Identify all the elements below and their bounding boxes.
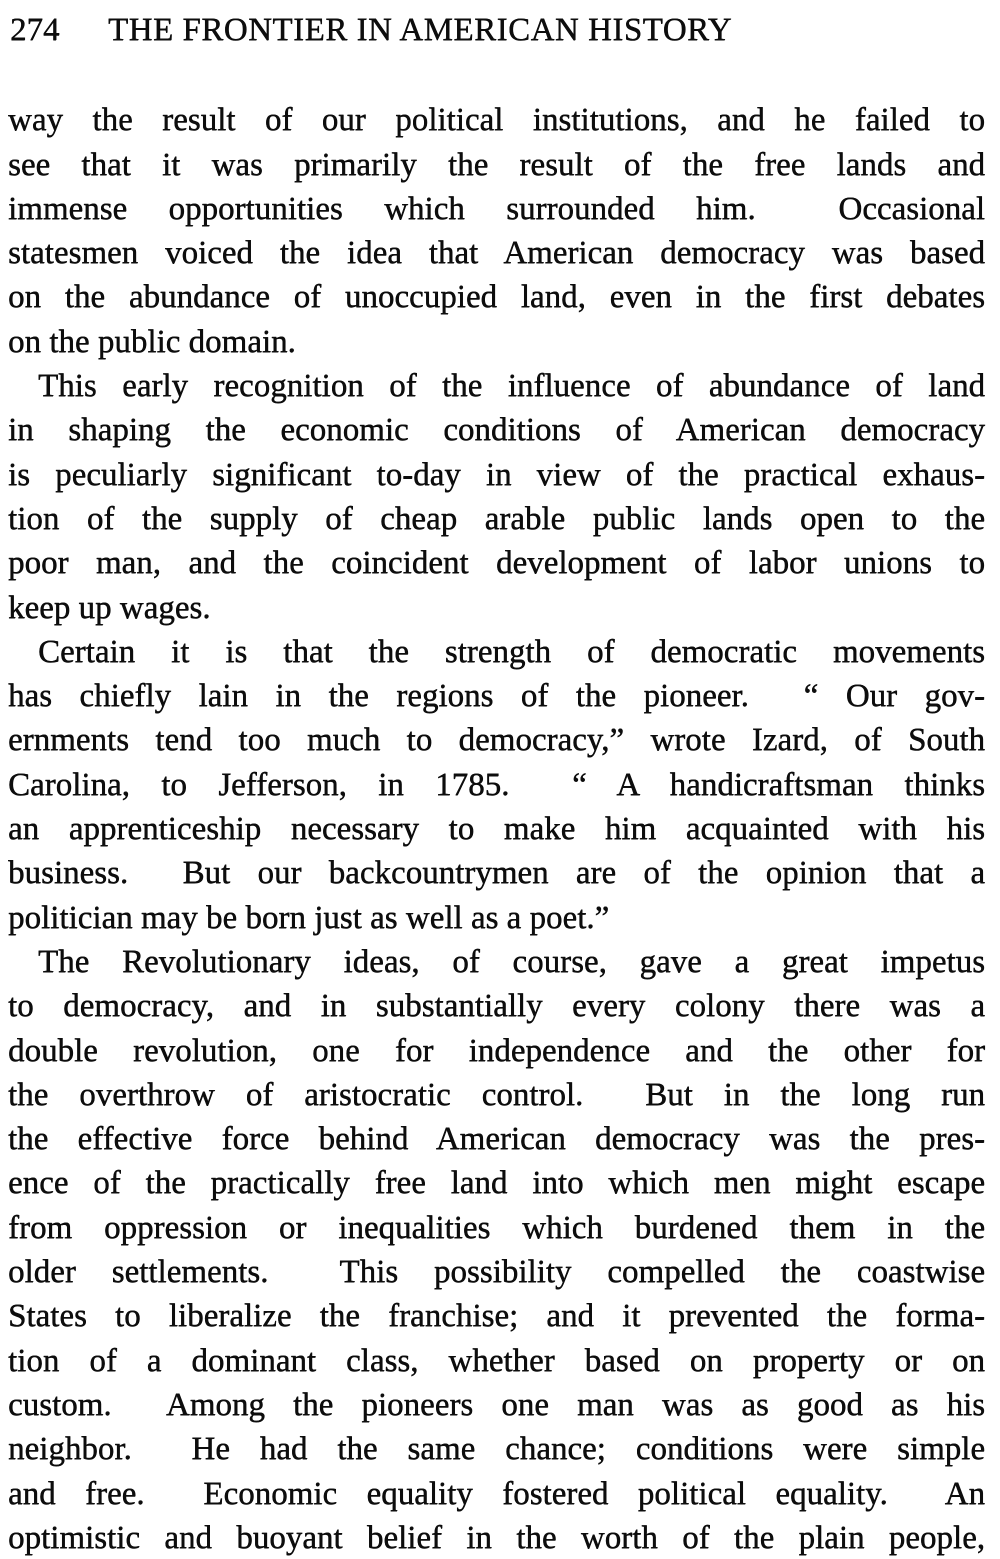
text-line: business. But our backcountrymen are of the opinion that a xyxy=(8,855,985,892)
text-line: neighbor. He had the same chance; conditions were simple xyxy=(8,1431,985,1468)
text-line: way the result of our political institutions, and he failed to xyxy=(8,102,985,139)
text-line: optimistic and buoyant belief in the worth of the plain people, xyxy=(8,1519,985,1556)
page-body xyxy=(0,48,1000,1559)
page-number: 274 xyxy=(10,12,60,48)
text-line: ence of the practically free land into which men might escape xyxy=(8,1165,985,1202)
text-line: older settlements. This possibility compelled the coastwise xyxy=(8,1254,985,1291)
text-line: on the public domain. xyxy=(8,323,296,360)
paragraph xyxy=(8,98,985,364)
text-line: keep up wages. xyxy=(8,589,211,626)
text-line: see that it was primarily the result of the free lands and xyxy=(8,146,985,183)
text-line: the effective force behind American democracy was the pres- xyxy=(8,1121,985,1158)
text-line: from oppression or inequalities which burdened them in the xyxy=(8,1209,985,1246)
text-line: and free. Economic equality fostered political equality. An xyxy=(8,1475,985,1512)
text-line: ernments tend too much to democracy,” wrote Izard, of South xyxy=(8,722,985,759)
text-line: This early recognition of the influence of abundance of land xyxy=(38,368,985,405)
text-line: on the abundance of unoccupied land, even in the first debates xyxy=(8,279,985,316)
text-line: Certain it is that the strength of democratic movements xyxy=(38,633,985,670)
text-line: an apprenticeship necessary to make him acquainted with his xyxy=(8,811,985,848)
text-line: to democracy, and in substantially every colony there was a xyxy=(8,988,985,1025)
paragraph xyxy=(8,630,985,940)
text-line: tion of a dominant class, whether based on property or on xyxy=(8,1342,985,1379)
text-line: has chiefly lain in the regions of the pioneer. “ Our gov- xyxy=(8,678,985,715)
paragraph xyxy=(8,364,985,630)
text-line: is peculiarly significant to-day in view of the practical exhaus- xyxy=(8,456,985,493)
text-line: States to liberalize the franchise; and it prevented the forma- xyxy=(8,1298,985,1335)
text-line: the overthrow of aristocratic control. But in the long run xyxy=(8,1076,985,1113)
text-line: tion of the supply of cheap arable public lands open to the xyxy=(8,500,985,537)
text-line: Carolina, to Jefferson, in 1785. “ A handicraftsman thinks xyxy=(8,766,985,803)
text-line: statesmen voiced the idea that American democracy was based xyxy=(8,235,985,272)
text-line: custom. Among the pioneers one man was as good as his xyxy=(8,1386,985,1423)
page-header xyxy=(0,0,1000,48)
running-title: THE FRONTIER IN AMERICAN HISTORY xyxy=(108,12,733,48)
text-line: immense opportunities which surrounded him. Occasional xyxy=(8,190,985,227)
paragraph xyxy=(8,940,985,1559)
text-line: in shaping the economic conditions of American democracy xyxy=(8,412,985,449)
text-line: politician may be born just as well as a poet.” xyxy=(8,899,610,936)
text-line: double revolution, one for independence and the other for xyxy=(8,1032,985,1069)
text-line: poor man, and the coincident development of labor unions to xyxy=(8,545,985,582)
text-line: The Revolutionary ideas, of course, gave a great impetus xyxy=(38,943,985,980)
